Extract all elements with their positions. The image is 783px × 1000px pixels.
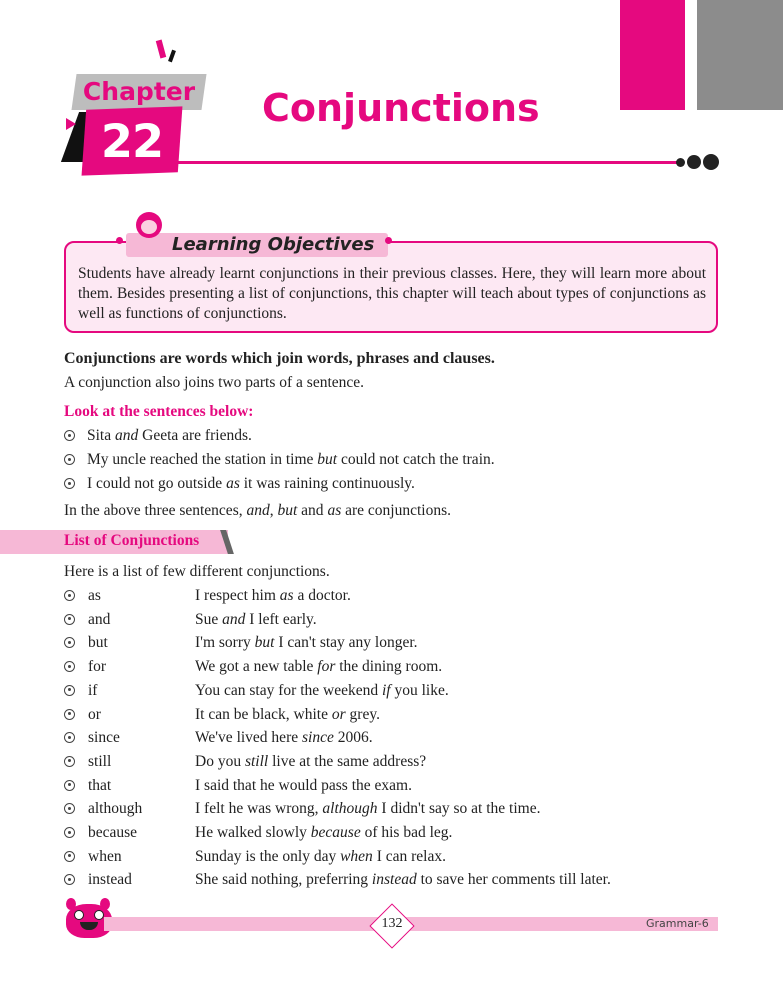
- conjunction-word: because: [88, 824, 138, 841]
- conjunction-word: for: [88, 658, 107, 676]
- conjunction-word: that: [88, 776, 112, 794]
- bullet-circle-icon: [64, 454, 75, 465]
- bullet-circle-icon: [64, 661, 75, 672]
- conjunction-row: [64, 658, 443, 676]
- conjunction-example: I said that he would pass the exam.: [195, 776, 412, 794]
- underline-dot: [687, 155, 701, 169]
- corner-block-pink: [620, 0, 685, 110]
- conjunction-example: We've lived here since 2006.: [195, 729, 373, 747]
- example-sentence: I could not go outside as it was raining continuously.: [64, 475, 415, 493]
- bullet-circle-icon: [64, 780, 75, 791]
- chapter-word-banner: [71, 74, 206, 110]
- learning-objectives-text: Students have already learnt conjunctions in their previous classes. Here, they will learn more about them. Besides presenting a list of conjunctions, this chapter will teach about types of conjunctions as well as functions of conjunctions.: [78, 265, 706, 322]
- conjunction-word: since: [88, 729, 120, 747]
- page-title: Conjunctions: [262, 86, 540, 130]
- student-girl-face: [141, 220, 157, 234]
- conjunction-word: still: [88, 752, 112, 770]
- bullet-circle-icon: [64, 685, 75, 696]
- chapter-number: 22: [100, 114, 164, 168]
- bullet-circle-icon: [64, 756, 75, 767]
- underline-dot: [676, 158, 685, 167]
- badge-accent-mark: [156, 40, 166, 59]
- conjunction-example: Do you still live at the same address?: [195, 752, 427, 770]
- conjunction-row: [64, 705, 380, 724]
- conjunction-word: but: [88, 634, 108, 652]
- bullet-circle-icon: [64, 637, 75, 648]
- page-number: 132: [381, 916, 403, 931]
- example-sentence: Sita and Geeta are friends.: [64, 427, 252, 445]
- conjunction-row: [64, 847, 446, 866]
- badge-pointer: [66, 118, 76, 130]
- badge-accent-mark: [168, 50, 176, 63]
- conjunction-row: [64, 729, 373, 747]
- bullet-circle-icon: [64, 478, 75, 489]
- monster-mascot-eye: [94, 910, 104, 920]
- tab-dot: [116, 237, 123, 244]
- definition: Conjunctions are words which join words, phrases and clauses.: [64, 350, 495, 367]
- title-underline: [172, 161, 682, 164]
- tab-dot: [385, 237, 392, 244]
- conjunction-example: You can stay for the weekend if you like.: [195, 681, 449, 699]
- conjunction-row: [64, 752, 427, 771]
- conjunction-example: I respect him as a doctor.: [195, 587, 351, 604]
- chapter-word: Chapter: [82, 77, 196, 106]
- conjunction-example: It can be black, white or grey.: [195, 705, 380, 723]
- conjunction-row: [64, 587, 351, 605]
- conjunction-word: instead: [88, 871, 132, 889]
- bullet-circle-icon: [64, 851, 75, 862]
- learning-objectives-label: Learning Objectives: [172, 234, 375, 255]
- conjunction-example: I'm sorry but I can't stay any longer.: [195, 634, 418, 652]
- list-intro: Here is a list of few different conjunctions.: [64, 563, 330, 580]
- conjunction-row: [64, 800, 541, 818]
- conjunction-row: [64, 610, 317, 629]
- conjunction-row: [64, 824, 453, 842]
- conjunction-word: as: [88, 587, 101, 604]
- bullet-circle-icon: [64, 874, 75, 885]
- examples-heading: Look at the sentences below:: [64, 403, 254, 420]
- conjunction-example: Sue and I left early.: [195, 610, 317, 628]
- conjunction-row: [64, 776, 412, 795]
- conjunction-example: Sunday is the only day when I can relax.: [195, 847, 446, 865]
- monster-mascot-eye: [74, 910, 84, 920]
- conjunction-word: when: [88, 847, 122, 865]
- summary-sentence: In the above three sentences, and, but and as are conjunctions.: [64, 502, 451, 519]
- bullet-circle-icon: [64, 614, 75, 625]
- bullet-circle-icon: [64, 827, 75, 838]
- underline-dot: [703, 154, 719, 170]
- bullet-circle-icon: [64, 709, 75, 720]
- section-heading: List of Conjunctions: [64, 532, 200, 549]
- conjunction-word: or: [88, 705, 101, 723]
- conjunction-example: I felt he was wrong, although I didn't say so at the time.: [195, 800, 541, 818]
- bullet-circle-icon: [64, 732, 75, 743]
- definition-sub: A conjunction also joins two parts of a sentence.: [64, 374, 365, 391]
- conjunction-row: [64, 871, 611, 889]
- conjunction-example: He walked slowly because of his bad leg.: [195, 824, 453, 841]
- bullet-circle-icon: [64, 430, 75, 441]
- chapter-number-banner: [82, 106, 183, 175]
- conjunction-example: She said nothing, preferring instead to save her comments till later.: [195, 871, 611, 889]
- example-sentence: My uncle reached the station in time but could not catch the train.: [64, 451, 495, 469]
- conjunction-word: and: [88, 610, 111, 628]
- bullet-circle-icon: [64, 590, 75, 601]
- conjunction-word: if: [88, 681, 98, 699]
- conjunction-row: [64, 634, 418, 652]
- footer-book-label: Grammar-6: [646, 917, 709, 930]
- conjunction-example: We got a new table for the dining room.: [195, 658, 443, 676]
- conjunction-row: [64, 681, 449, 700]
- bullet-circle-icon: [64, 803, 75, 814]
- corner-block-gray: [697, 0, 783, 110]
- conjunction-word: although: [88, 800, 143, 818]
